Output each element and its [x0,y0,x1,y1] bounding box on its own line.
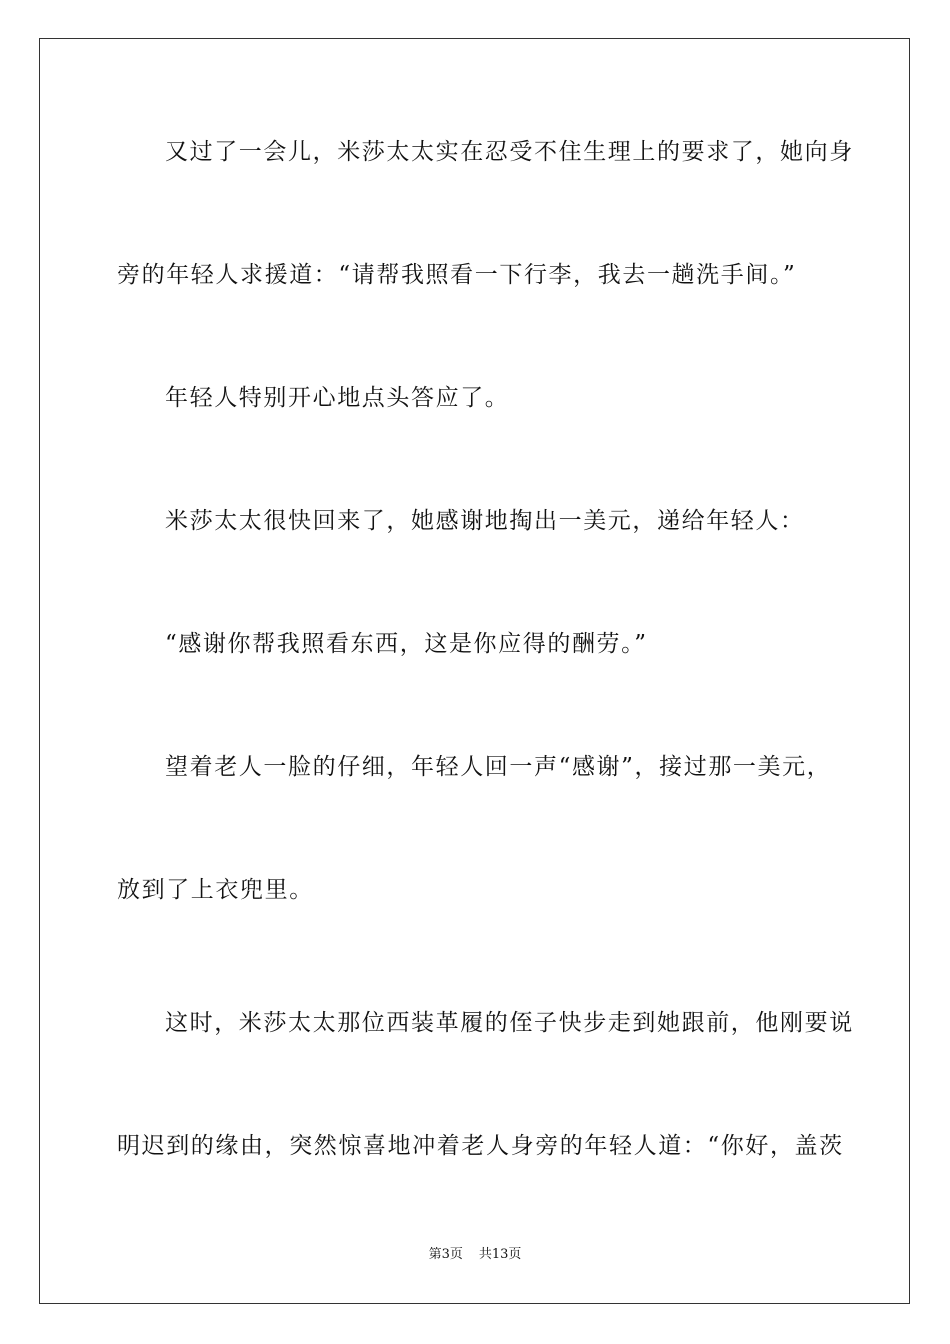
page-footer [0,1246,950,1264]
page-number: 第3页 [428,1247,463,1262]
paragraph-line-5: “感谢你帮我照看东西，这是你应得的酬劳。” [165,631,648,657]
page-total: 共13页 [478,1247,522,1262]
paragraph-line-7: 放到了上衣兜里。 [117,877,314,903]
paragraph-line-6: 望着老人一脸的仔细，年轻人回一声“感谢”，接过那一美元， [165,754,832,780]
paragraph-line-8: 这时，米莎太太那位西装革履的侄子快步走到她跟前，他刚要说 [165,1010,854,1036]
paragraph-line-1: 又过了一会儿，米莎太太实在忍受不住生理上的要求了，她向身 [165,139,854,165]
paragraph-line-2: 旁的年轻人求援道：“请帮我照看一下行李，我去一趟洗手间。” [117,262,797,288]
page-border [39,38,910,1304]
paragraph-line-9: 明迟到的缘由，突然惊喜地冲着老人身旁的年轻人道：“你好，盖茨 [117,1133,844,1159]
paragraph-line-4: 米莎太太很快回来了，她感谢地掏出一美元，递给年轻人： [165,508,805,534]
paragraph-line-3: 年轻人特别开心地点头答应了。 [165,385,510,411]
